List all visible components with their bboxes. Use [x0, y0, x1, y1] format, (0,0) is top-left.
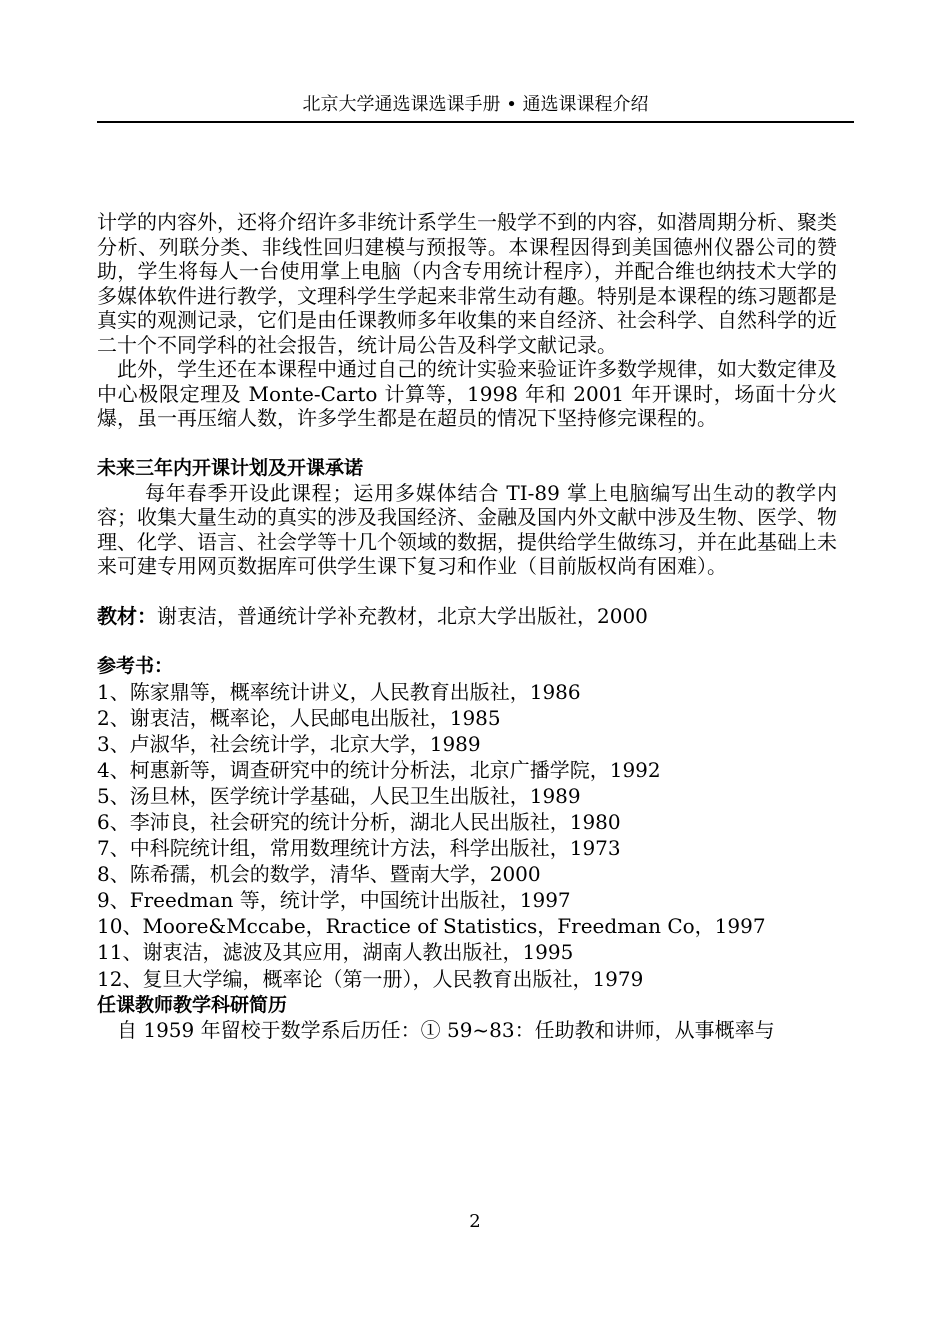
reference-item: 1、陈家鼎等，概率统计讲义，人民教育出版社，1986	[97, 679, 581, 704]
intro-paragraph-1: 计学的内容外，还将介绍许多非统计系学生一般学不到的内容，如潜周期分析、聚类分析、列联分类、非线性回归建模与预报等。本课程因得到美国德州仪器公司的赞助，学生将每人一台使用掌上电脑（内含专用统计程序），并配合维也纳技术大学的多媒体软件进行教学，文理科学生学起来非常生动有趣。特别是本课程的练习题都是真实的观测记录，它们是由任课教师多年收集的来自经济、社会科学、自然科学的近二十个不同学科的社会报告，统计局公告及科学文献记录。	[97, 210, 837, 357]
plan-paragraph: 每年春季开设此课程；运用多媒体结合 TI-89 掌上电脑编写出生动的教学内容；收集大量生动的真实的涉及我国经济、金融及国内外文献中涉及生物、医学、物理、化学、语言、社会学等十几个领域的数据，提供给学生做练习，并在此基础上未来可建专用网页数据库可供学生课下复习和作业（目前版权尚有困难）。	[97, 480, 837, 578]
teacher-heading: 任课教师教学科研简历	[97, 993, 288, 1016]
reference-item: 10、Moore&Mccabe，Rractice of Statistics，Freedman Co，1997	[97, 914, 766, 939]
textbook-label: 教材：	[97, 603, 157, 628]
reference-item: 3、卢淑华，社会统计学，北京大学，1989	[97, 731, 481, 756]
page-number: 2	[469, 1211, 481, 1232]
page-body	[97, 210, 837, 1042]
reference-item: 9、Freedman 等，统计学，中国统计出版社，1997	[97, 888, 571, 913]
header-divider	[97, 121, 854, 123]
intro-paragraph-2: 此外，学生还在本课程中通过自己的统计实验来验证许多数学规律，如大数定律及中心极限定理及 Monte-Carto 计算等，1998 年和 2001 年开课时，场面十分火爆，虽一再压缩人数，许多学生都是在超员的情况下坚持修完课程的。	[97, 357, 837, 430]
plan-heading: 未来三年内开课计划及开课承诺	[97, 456, 364, 479]
reference-item: 5、汤旦林，医学统计学基础，人民卫生出版社，1989	[97, 783, 581, 808]
reference-item: 8、陈希孺，机会的数学，清华、暨南大学，2000	[97, 862, 541, 887]
textbook-text: 谢衷洁，普通统计学补充教材，北京大学出版社，2000	[157, 603, 648, 628]
teacher-paragraph: 自 1959 年留校于数学系后历任：① 59~83：任助教和讲师，从事概率与	[117, 1017, 775, 1042]
reference-item: 4、柯惠新等，调查研究中的统计分析法，北京广播学院，1992	[97, 757, 661, 782]
reference-item: 12、复旦大学编，概率论（第一册），人民教育出版社，1979	[97, 966, 644, 991]
references-heading: 参考书：	[97, 654, 174, 677]
reference-item: 2、谢衷洁，概率论，人民邮电出版社，1985	[97, 705, 501, 730]
reference-item: 6、李沛良，社会研究的统计分析，湖北人民出版社，1980	[97, 809, 621, 834]
page-header: 北京大学通选课选课手册 • 通选课课程介绍	[302, 94, 649, 115]
textbook-line	[97, 603, 837, 629]
reference-item: 11、谢衷洁，滤波及其应用，湖南人教出版社，1995	[97, 940, 574, 965]
references-list	[97, 679, 837, 992]
reference-item: 7、中科院统计组，常用数理统计方法，科学出版社，1973	[97, 836, 621, 861]
